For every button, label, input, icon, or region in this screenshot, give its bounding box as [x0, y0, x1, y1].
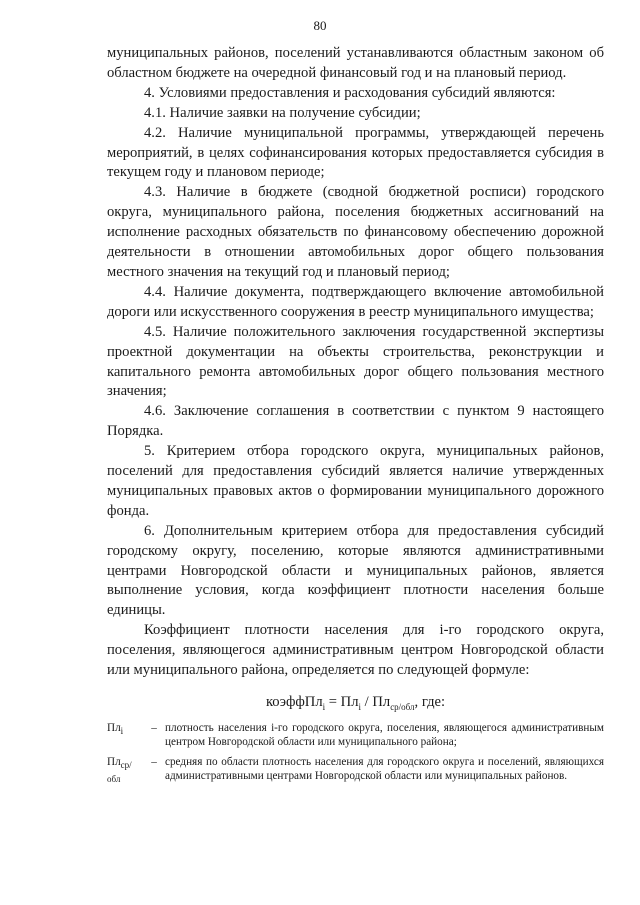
definition-symbol: $Пл_i$: [107, 722, 124, 737]
definition-text: средняя по области плотность населения для городского округа и поселений, являющихся административными центрами Новгородской области или муниципальных районов.: [165, 756, 604, 782]
paragraph-4-3: 4.3. Наличие в бюджете (сводной бюджетной росписи) городского округа, муниципального района, поселения бюджетных ассигнований на исполнение расходных обязательств по финансовому обеспечению дорожной деятельности в отношении автомобильных дорог общего пользования местного значения на текущий год и плановый период;: [107, 184, 604, 280]
formula-left: коэффПл: [265, 694, 323, 710]
paragraph-4-2: 4.2. Наличие муниципальной программы, утверждающей перечень мероприятий, в целях софинансирования которых предоставляется субсидия в текущем году и плановом периоде;: [107, 124, 604, 181]
paragraph-4-4: 4.4. Наличие документа, подтверждающего включение автомобильной дороги или искусственного сооружения в реестр муниципального имущества;: [107, 283, 604, 320]
paragraph-4-5: 4.5. Наличие положительного заключения государственной экспертизы проектной документации на объекты строительства, реконструкции и капитального ремонта автомобильных дорог общего пользования местного значения;: [107, 323, 604, 400]
definition-dash: –: [151, 756, 157, 769]
definition-symbol: $Пл_{ср/обл}$: [107, 756, 132, 785]
definition-dash: –: [151, 722, 157, 734]
formula-left-sub: i: [322, 701, 326, 712]
document-body: [107, 44, 604, 790]
page-number: 80: [313, 18, 327, 33]
paragraph-intro: муниципальных районов, поселений устанавливаются областным законом об областном бюджете на очередной финансовый год и на плановый период.: [107, 45, 604, 81]
paragraph-4-1: 4.1. Наличие заявки на получение субсидии;: [144, 104, 421, 121]
definition-row: [107, 722, 604, 749]
paragraph-5: 5. Критерием отбора городского округа, муниципальных районов, поселений для предоставления субсидий является наличие утвержденных муниципальных правовых актов о формировании муниципального дорожного фонда.: [107, 443, 604, 519]
paragraph-4-6: 4.6. Заключение соглашения в соответствии с пунктом 9 настоящего Порядка.: [107, 403, 604, 440]
formula-eq: = Пл: [325, 694, 359, 710]
formula-mid-sub: i: [358, 701, 361, 712]
definition-text: плотность населения i-го городского округа, поселения, являющегося административным центром Новгородской области или муниципального района;: [165, 722, 604, 748]
definitions-list: [107, 722, 604, 783]
paragraph-coefficient: Коэффициент плотности населения для i-го городского округа, поселения, являющегося административным центром Новгородской области или муниципального района, определяется по следующей формуле:: [107, 622, 604, 679]
formula-slash: / Пл: [361, 694, 391, 710]
formula-right-sub: ср/обл: [390, 701, 415, 712]
formula-tail: , где:: [414, 694, 446, 710]
paragraph-4: 4. Условиями предоставления и расходования субсидий являются:: [144, 84, 556, 101]
definition-row: [107, 756, 604, 783]
density-formula: [107, 692, 604, 712]
paragraph-6: 6. Дополнительным критерием отбора для предоставления субсидий городскому округу, поселению, которые являются административными центрами Новгородской области и муниципальных районов, является выполнение условия, когда коэффициент плотности населения больше единицы.: [107, 522, 604, 619]
